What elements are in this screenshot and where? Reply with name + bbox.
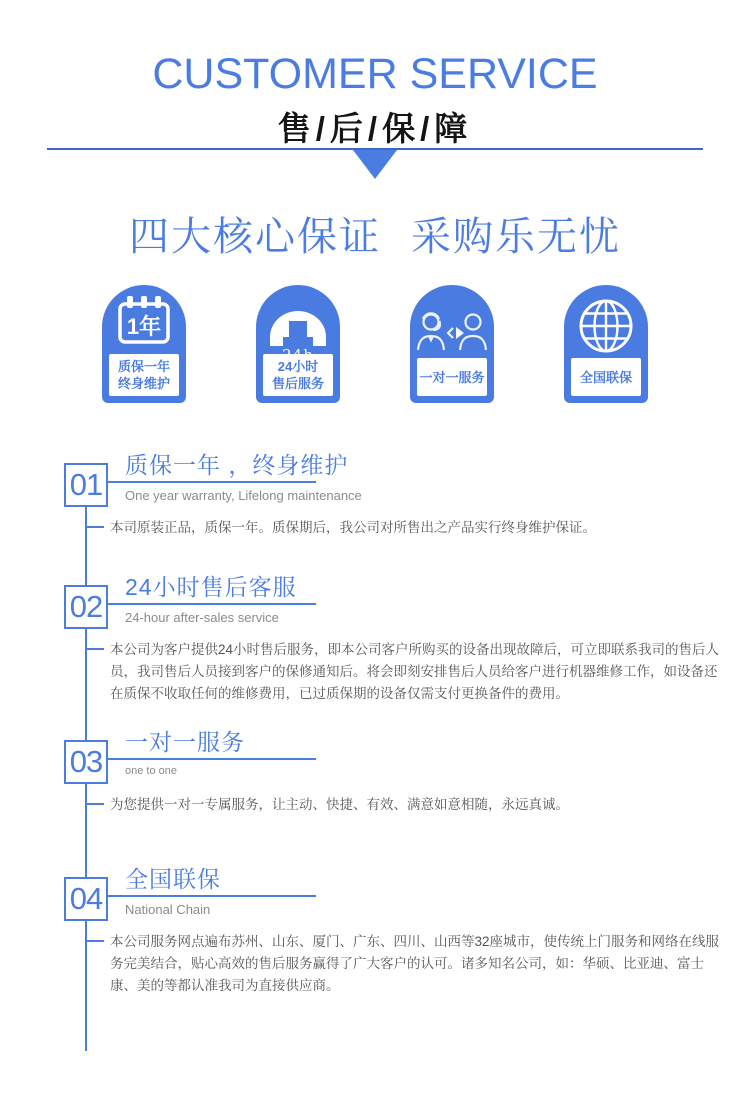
page-title-chinese: 售/后/保/障	[277, 110, 473, 147]
badge-warranty	[102, 285, 186, 403]
svg-text:1年: 1年	[126, 314, 162, 339]
timeline-tick	[85, 526, 104, 528]
badge-one-to-one	[410, 285, 494, 403]
section-body-text: 本司原装正品，质保一年。质保期后，我公司对所售出之产品实行终身维护保证。	[110, 520, 596, 535]
section-number-03: 03	[64, 740, 108, 784]
core-guarantee-heading-part1: 四大核心保证	[129, 215, 381, 259]
timeline-tick	[85, 940, 104, 942]
core-guarantee-heading-part2: 采购乐无忧	[411, 215, 621, 259]
section-title-underline	[106, 895, 316, 897]
page-title-english: CUSTOMER SERVICE	[152, 50, 598, 98]
badge-national-label: 全国联保	[571, 358, 641, 396]
section-title: 一对一服务	[125, 729, 245, 755]
timeline-tick	[85, 803, 104, 805]
section-number-02: 02	[64, 585, 108, 629]
badge-24h-service	[256, 285, 340, 403]
section-title: 24小时售后客服	[125, 574, 297, 600]
section-title: 全国联保	[125, 866, 221, 892]
guarantee-badges-row	[102, 285, 648, 403]
section-body-text: 本公司为客户提供24小时售后服务，即本公司客户所购买的设备出现故障后，可立即联系我司的售后人员，我司售后人员接到客户的保修通知后。将会即刻安排售后人员给客户进行机器维修工作，如设备还在质保不收取任何的维修费用，已过质保期的设备仅需支付更换备件的费用。	[110, 642, 720, 701]
section-title-underline	[106, 758, 316, 760]
timeline-tick	[85, 648, 104, 650]
one-to-one-icon	[414, 307, 490, 357]
badge-24h-label: 24小时 售后服务	[263, 354, 333, 396]
section-subtitle: 24-hour after-sales service	[125, 610, 279, 625]
section-title-underline	[106, 603, 316, 605]
section-subtitle: one to one	[125, 765, 177, 777]
section-body-text: 本公司服务网点遍布苏州、山东、厦门、广东、四川、山西等32座城市，使传统上门服务和网络在线服务完美结合，贴心高效的售后服务赢得了广大客户的认可。诸多知名公司，如：华硕、比亚迪、富士康、美的等都认准我司为直接供应商。	[110, 934, 720, 993]
badge-warranty-label: 质保一年 终身维护	[109, 354, 179, 396]
core-guarantee-heading	[0, 205, 750, 262]
section-number-04: 04	[64, 877, 108, 921]
section-title: 质保一年 ，终身维护	[125, 452, 349, 478]
calendar-icon	[114, 294, 174, 352]
section-subtitle: National Chain	[125, 902, 211, 917]
down-triangle-icon	[353, 150, 397, 179]
section-title-underline	[106, 481, 316, 483]
badge-national-warranty	[564, 285, 648, 403]
section-number-01: 01	[64, 463, 108, 507]
section-body-text: 为您提供一对一专属服务，让主动、快捷、有效、满意如意相随，永远真诚。	[110, 797, 569, 812]
badge-one-to-one-label: 一对一服务	[417, 358, 487, 396]
globe-icon	[578, 298, 634, 354]
section-subtitle: One year warranty, Lifelong maintenance	[125, 488, 362, 503]
